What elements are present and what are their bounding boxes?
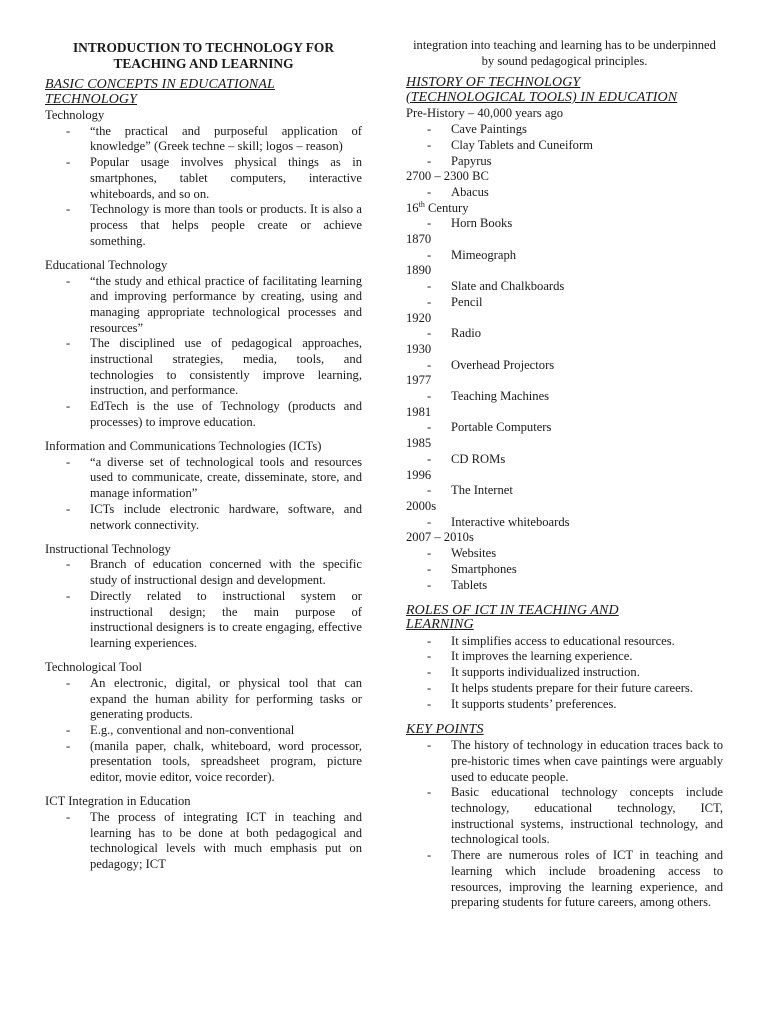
ict-integration-list xyxy=(45,810,362,873)
history-item: - Teaching Machines xyxy=(406,389,723,405)
key-points-list xyxy=(406,738,723,911)
history-item: - Radio xyxy=(406,326,723,342)
history-period-label: 2000s xyxy=(406,498,437,513)
list-item: - It improves the learning experience. xyxy=(406,649,723,665)
term-icts: Information and Communications Technologies (ICTs) xyxy=(45,439,322,454)
history-period-items xyxy=(406,326,723,342)
roles-heading-line-2: LEARNING xyxy=(406,617,474,633)
technology-list xyxy=(45,124,362,250)
roles-heading xyxy=(406,604,723,633)
list-item: - EdTech is the use of Technology (products and processes) to improve education. xyxy=(45,399,362,430)
icts-list xyxy=(45,455,362,534)
term-technology: Technology xyxy=(45,108,105,122)
history-heading-line-2: (TECHNOLOGICAL TOOLS) IN EDUCATION xyxy=(406,89,678,105)
history-item: - Websites xyxy=(406,546,723,562)
history-period-label: 2700 – 2300 BC xyxy=(406,169,489,184)
roles-list xyxy=(406,634,723,713)
educational-technology-list xyxy=(45,274,362,431)
history-period-label: 1890 xyxy=(406,263,432,278)
history-item: - Pencil xyxy=(406,295,723,311)
history-period-items xyxy=(406,279,723,310)
right-column xyxy=(406,38,723,911)
history-period-items xyxy=(406,358,723,374)
history-item: - Clay Tablets and Cuneiform xyxy=(406,138,723,154)
list-item: - It simplifies access to educational resources. xyxy=(406,634,723,650)
history-item: - Abacus xyxy=(406,185,723,201)
list-item: - E.g., conventional and non-conventional xyxy=(45,723,362,739)
history-period-label: 1930 xyxy=(406,341,432,356)
history-period-label: 1985 xyxy=(406,436,432,451)
list-item: - “the practical and purposeful application of knowledge” (Greek techne – skill; logos – reason) xyxy=(45,124,362,155)
list-item: - The history of technology in education traces back to pre-historic times when cave paintings were arguably used to educate people. xyxy=(406,738,723,785)
history-heading-line-1: HISTORY OF TECHNOLOGY xyxy=(406,75,581,91)
history-period-label: 16th Century xyxy=(406,199,469,215)
list-item: - ICTs include electronic hardware, software, and network connectivity. xyxy=(45,502,362,533)
list-item: - Branch of education concerned with the specific study of instructional design and development. xyxy=(45,557,362,588)
history-item: - Tablets xyxy=(406,578,723,594)
history-item: - Interactive whiteboards xyxy=(406,515,723,531)
history-item: - CD ROMs xyxy=(406,452,723,468)
history-period-label: 2007 – 2010s xyxy=(406,530,474,545)
history-period-label: 1870 xyxy=(406,232,432,247)
history-heading xyxy=(406,76,723,105)
term-ict-integration: ICT Integration in Education xyxy=(45,794,191,809)
history-timeline xyxy=(406,106,723,593)
history-item: - Portable Computers xyxy=(406,420,723,436)
basic-concepts-heading xyxy=(45,78,362,107)
list-item: - Technology is more than tools or products. It is also a process that helps people create or achieve something. xyxy=(45,202,362,249)
list-item: - Basic educational technology concepts include technology, educational technology, ICT, instructional systems, instructional technology, and technological tools. xyxy=(406,785,723,848)
document-title xyxy=(45,40,362,72)
list-item: - Popular usage involves physical things as in smartphones, tablet computers, interactive whiteboards, and so on. xyxy=(45,155,362,202)
history-period-label: Pre-History – 40,000 years ago xyxy=(406,106,564,121)
left-column xyxy=(45,38,362,873)
history-period-items xyxy=(406,483,723,499)
key-points-heading: KEY POINTS xyxy=(406,721,484,737)
history-period-label: 1996 xyxy=(406,467,432,482)
list-item: - It supports students’ preferences. xyxy=(406,697,723,713)
history-period-items xyxy=(406,420,723,436)
term-educational-technology: Educational Technology xyxy=(45,257,168,272)
history-period-items xyxy=(406,389,723,405)
history-period-items xyxy=(406,216,723,232)
list-item: - Directly related to instructional system or instructional design; the main purpose of instructional designers is to create engaging, effective learning experiences. xyxy=(45,589,362,652)
list-item: - It helps students prepare for their future careers. xyxy=(406,681,723,697)
technological-tool-list xyxy=(45,676,362,786)
history-item: - Smartphones xyxy=(406,562,723,578)
history-period-items xyxy=(406,515,723,531)
history-item: - Cave Paintings xyxy=(406,122,723,138)
list-item: - It supports individualized instruction. xyxy=(406,665,723,681)
continued-paragraph: integration into teaching and learning has to be underpinned by sound pedagogical principles. xyxy=(413,38,716,68)
list-item: - “the study and ethical practice of facilitating learning and improving performance by creating, using and managing appropriate technological processes and resources” xyxy=(45,274,362,337)
basic-concepts-heading-line-1: BASIC CONCEPTS IN EDUCATIONAL xyxy=(45,77,275,92)
history-item: - Mimeograph xyxy=(406,248,723,264)
roles-heading-line-1: ROLES OF ICT IN TEACHING AND xyxy=(406,602,619,618)
list-item: - The process of integrating ICT in teaching and learning has to be done at both pedagogical and technological levels with much emphasis put on pedagogy; ICT xyxy=(45,810,362,873)
list-item: - “a diverse set of technological tools and resources used to communicate, create, disseminate, store, and manage information” xyxy=(45,455,362,502)
history-item: - The Internet xyxy=(406,483,723,499)
history-item: - Horn Books xyxy=(406,216,723,232)
history-period-items xyxy=(406,185,723,201)
history-item: - Slate and Chalkboards xyxy=(406,279,723,295)
title-line-1: INTRODUCTION TO TECHNOLOGY FOR xyxy=(72,40,335,55)
history-period-items xyxy=(406,122,723,169)
list-item: - There are numerous roles of ICT in teaching and learning which include broadening access to resources, improving the learning experience, and preparing students for future careers, among others. xyxy=(406,848,723,911)
instructional-technology-list xyxy=(45,557,362,651)
history-period-items xyxy=(406,248,723,264)
history-item: - Papyrus xyxy=(406,154,723,170)
history-item: - Overhead Projectors xyxy=(406,358,723,374)
history-period-items xyxy=(406,452,723,468)
history-period-label: 1981 xyxy=(406,404,432,419)
history-period-label: 1977 xyxy=(406,373,432,388)
term-instructional-technology: Instructional Technology xyxy=(45,541,171,556)
history-period-label: 1920 xyxy=(406,310,432,325)
title-line-2: TEACHING AND LEARNING xyxy=(113,56,294,71)
list-item: - (manila paper, chalk, whiteboard, word processor, presentation tools, spreadsheet program, picture editor, movie editor, voice recorder). xyxy=(45,739,362,786)
basic-concepts-heading-line-2: TECHNOLOGY xyxy=(45,91,138,107)
list-item: - The disciplined use of pedagogical approaches, instructional strategies, media, tools, and technologies to consistently improve learning, instruction, and performance. xyxy=(45,336,362,399)
term-technological-tool: Technological Tool xyxy=(45,660,142,675)
list-item: - An electronic, digital, or physical tool that can expand the human ability for performing tasks or generating products. xyxy=(45,676,362,723)
history-period-items xyxy=(406,546,723,593)
